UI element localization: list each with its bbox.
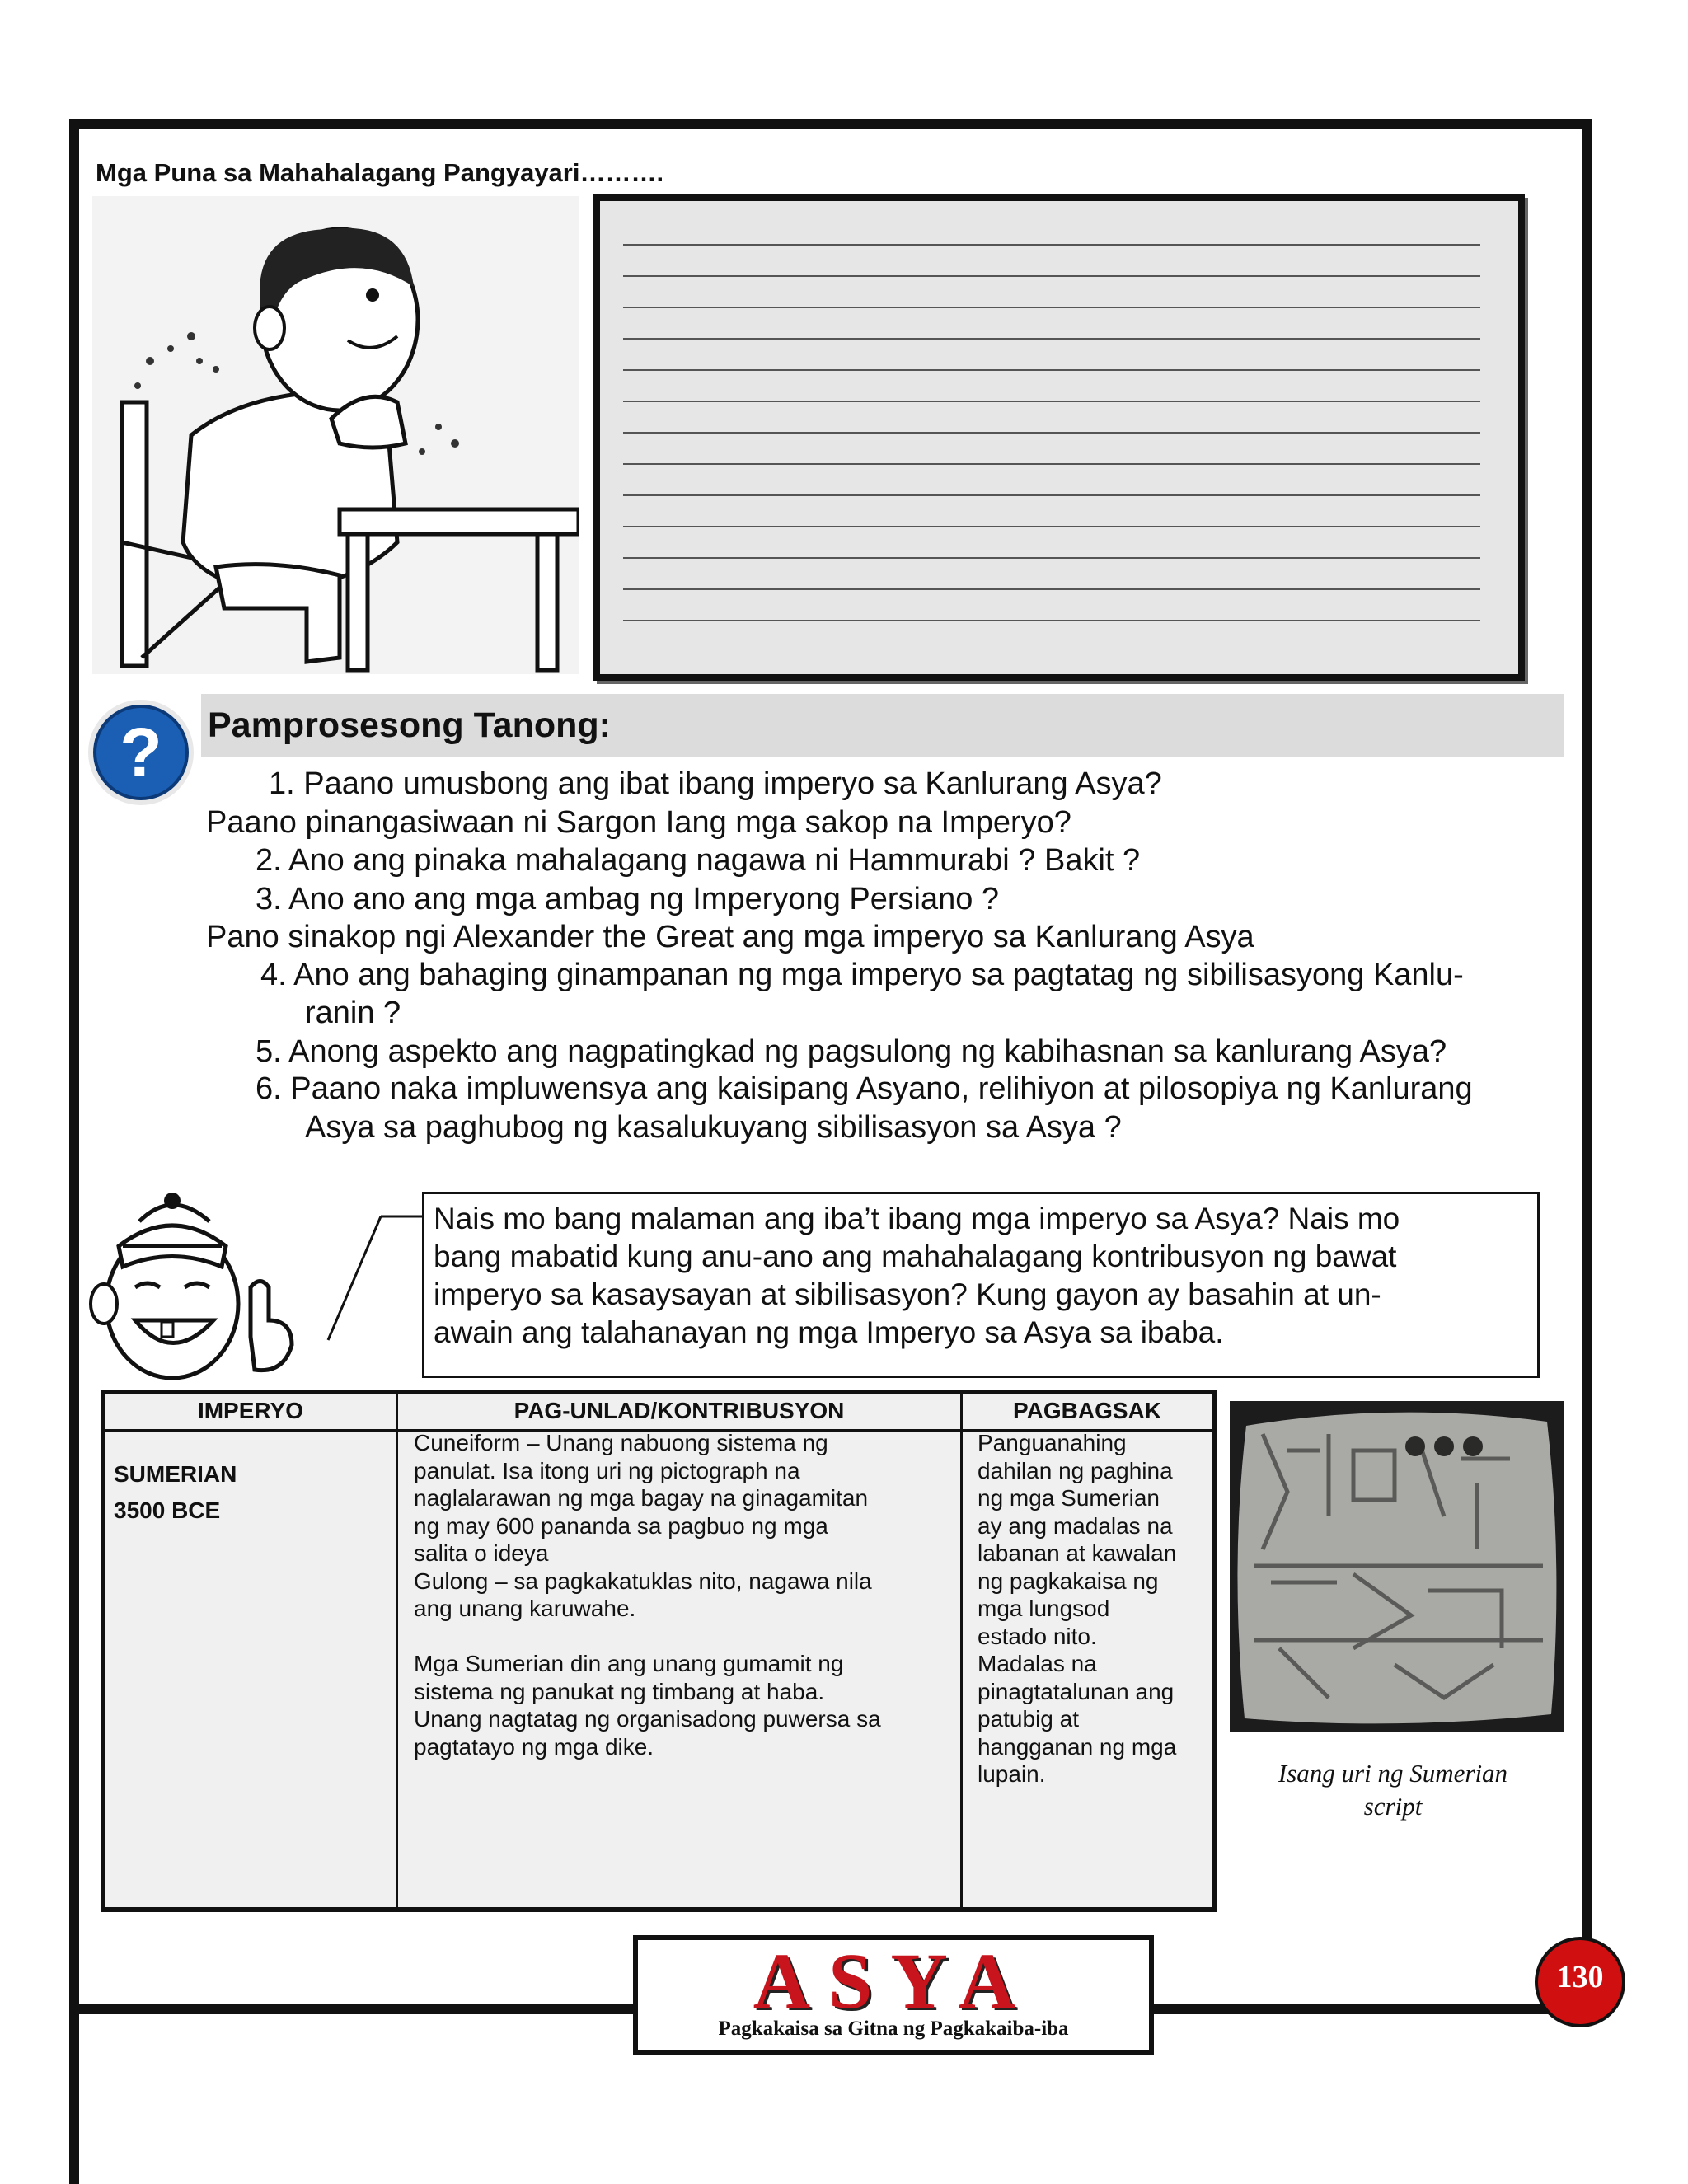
question-line: Paano pinangasiwaan ni Sargon Iang mga sakop na Imperyo? bbox=[206, 805, 1071, 840]
writing-line bbox=[623, 244, 1480, 246]
contribution-line: ang unang karuwahe. bbox=[414, 1596, 636, 1621]
photo-caption bbox=[1236, 1757, 1550, 1823]
fall-line: hangganan ng mga bbox=[978, 1733, 1177, 1760]
question-line: 4. Ano ang bahaging ginampanan ng mga imperyo sa pagtatag ng sibilisasyong Kanlu- bbox=[260, 958, 1464, 992]
contribution-line: Gulong – sa pagkakatuklas nito, nagawa nila bbox=[414, 1568, 872, 1594]
empire-date: 3500 BCE bbox=[114, 1497, 221, 1523]
table-column-divider bbox=[960, 1394, 963, 1907]
speech-text bbox=[434, 1200, 1522, 1352]
sumerian-tablet-photo bbox=[1230, 1401, 1564, 1732]
writing-line bbox=[623, 526, 1480, 527]
contribution-line: sistema ng panukat ng timbang at haba. bbox=[414, 1678, 825, 1704]
contribution-line: ng may 600 pananda sa pagbuo ng mga bbox=[414, 1512, 828, 1539]
contribution-line: panulat. Isa itong uri ng pictograph na bbox=[414, 1457, 800, 1483]
table-column-divider bbox=[396, 1394, 398, 1907]
table-header-imperyo: IMPERYO bbox=[197, 1398, 304, 1423]
question-line: ranin ? bbox=[305, 996, 401, 1030]
empire-name: SUMERIAN bbox=[114, 1461, 237, 1487]
fall-line: lupain. bbox=[978, 1761, 1046, 1787]
notes-section-title: Mga Puna sa Mahahalagang Pangyayari………. bbox=[96, 158, 664, 187]
contribution-line: salita o ideya bbox=[414, 1540, 549, 1566]
question-line: 6. Paano naka impluwensya ang kaisipang Asyano, relihiyon at pilosopiya ng Kanlurang bbox=[256, 1071, 1473, 1106]
writing-line bbox=[623, 557, 1480, 559]
caption-line: script bbox=[1363, 1792, 1423, 1821]
fall-line: ay ang madalas na bbox=[978, 1512, 1173, 1539]
speech-line: imperyo sa kasaysayan at sibilisasyon? Kung gayon ay basahin at un- bbox=[434, 1277, 1381, 1311]
writing-line bbox=[623, 432, 1480, 434]
contribution-line: naglalarawan ng mga bagay na ginagamitan bbox=[414, 1485, 869, 1511]
fall-line: Panguanahing bbox=[978, 1430, 1127, 1455]
fall-line: patubig at bbox=[978, 1706, 1079, 1732]
contribution-line: Mga Sumerian din ang unang gumamit ng bbox=[414, 1651, 844, 1676]
caption-line: Isang uri ng Sumerian bbox=[1278, 1759, 1508, 1788]
writing-line bbox=[623, 401, 1480, 402]
speech-line: awain ang talahanayan ng mga Imperyo sa Asya sa ibaba. bbox=[434, 1315, 1224, 1349]
svg-text:?: ? bbox=[120, 714, 162, 791]
contribution-spacer bbox=[414, 1623, 958, 1651]
fall-line: ng mga Sumerian bbox=[978, 1485, 1160, 1511]
question-line: 1. Paano umusbong ang ibat ibang imperyo sa Kanlurang Asya? bbox=[269, 766, 1162, 801]
question-mark-icon bbox=[86, 697, 196, 808]
contribution-cell bbox=[414, 1429, 958, 1760]
writing-line bbox=[623, 620, 1480, 621]
question-line: 2. Ano ang pinaka mahalagang nagawa ni Hammurabi ? Bakit ? bbox=[256, 843, 1141, 878]
logo-title: ASYA bbox=[753, 1937, 1034, 2025]
question-line: Asya sa paghubog ng kasalukuyang sibilisasyon sa Asya ? bbox=[305, 1110, 1122, 1145]
notes-writing-box[interactable] bbox=[593, 194, 1525, 681]
fall-line: Madalas na bbox=[978, 1651, 1097, 1676]
fall-line: estado nito. bbox=[978, 1623, 1097, 1649]
fall-line: dahilan ng paghina bbox=[978, 1457, 1173, 1483]
empire-table bbox=[101, 1390, 1217, 1912]
writing-line bbox=[623, 369, 1480, 371]
page-number: 130 bbox=[1556, 1960, 1604, 1994]
fall-line: mga lungsod bbox=[978, 1596, 1110, 1621]
question-line: 5. Anong aspekto ang nagpatingkad ng pagsulong ng kabihasnan sa kanlurang Asya? bbox=[256, 1034, 1447, 1069]
contribution-line: Unang nagtatag ng organisadong puwersa sa bbox=[414, 1706, 881, 1732]
writing-line bbox=[623, 463, 1480, 465]
contribution-line: Cuneiform – Unang nabuong sistema ng bbox=[414, 1430, 828, 1455]
cartoon-kid-pointing-illustration bbox=[86, 1188, 308, 1386]
table-header-pagbagsak: PAGBAGSAK bbox=[1013, 1398, 1161, 1423]
writing-line bbox=[623, 494, 1480, 496]
speech-line: Nais mo bang malaman ang iba’t ibang mga imperyo sa Asya? Nais mo bbox=[434, 1202, 1400, 1235]
table-header-kontribusyon: PAG-UNLAD/KONTRIBUSYON bbox=[513, 1398, 845, 1423]
fall-line: labanan at kawalan bbox=[978, 1540, 1177, 1566]
writing-line bbox=[623, 338, 1480, 340]
questions-title: Pamprosesong Tanong: bbox=[208, 705, 611, 745]
fall-line: pinagtatalunan ang bbox=[978, 1678, 1175, 1704]
speech-line: bang mabatid kung anu-ano ang mahahalagang kontribusyon ng bawat bbox=[434, 1240, 1397, 1273]
fall-line: ng pagkakaisa ng bbox=[978, 1568, 1159, 1594]
question-line: Pano sinakop ngi Alexander the Great ang mga imperyo sa Kanlurang Asya bbox=[206, 920, 1254, 954]
page-frame-left bbox=[69, 119, 79, 2184]
contribution-line: pagtatayo ng mga dike. bbox=[414, 1733, 654, 1760]
writing-line bbox=[623, 588, 1480, 590]
speech-pointer-line bbox=[321, 1208, 429, 1348]
logo-subtitle: Pagkakaisa sa Gitna ng Pagkakaiba-iba bbox=[718, 2018, 1069, 2040]
writing-line bbox=[623, 307, 1480, 308]
page-frame-right bbox=[1582, 119, 1592, 2014]
page-frame-top bbox=[69, 119, 1592, 129]
fall-cell bbox=[978, 1429, 1217, 1788]
question-line: 3. Ano ano ang mga ambag ng Imperyong Persiano ? bbox=[256, 882, 1000, 916]
writing-line bbox=[623, 275, 1480, 277]
student-at-desk-illustration bbox=[92, 196, 579, 674]
